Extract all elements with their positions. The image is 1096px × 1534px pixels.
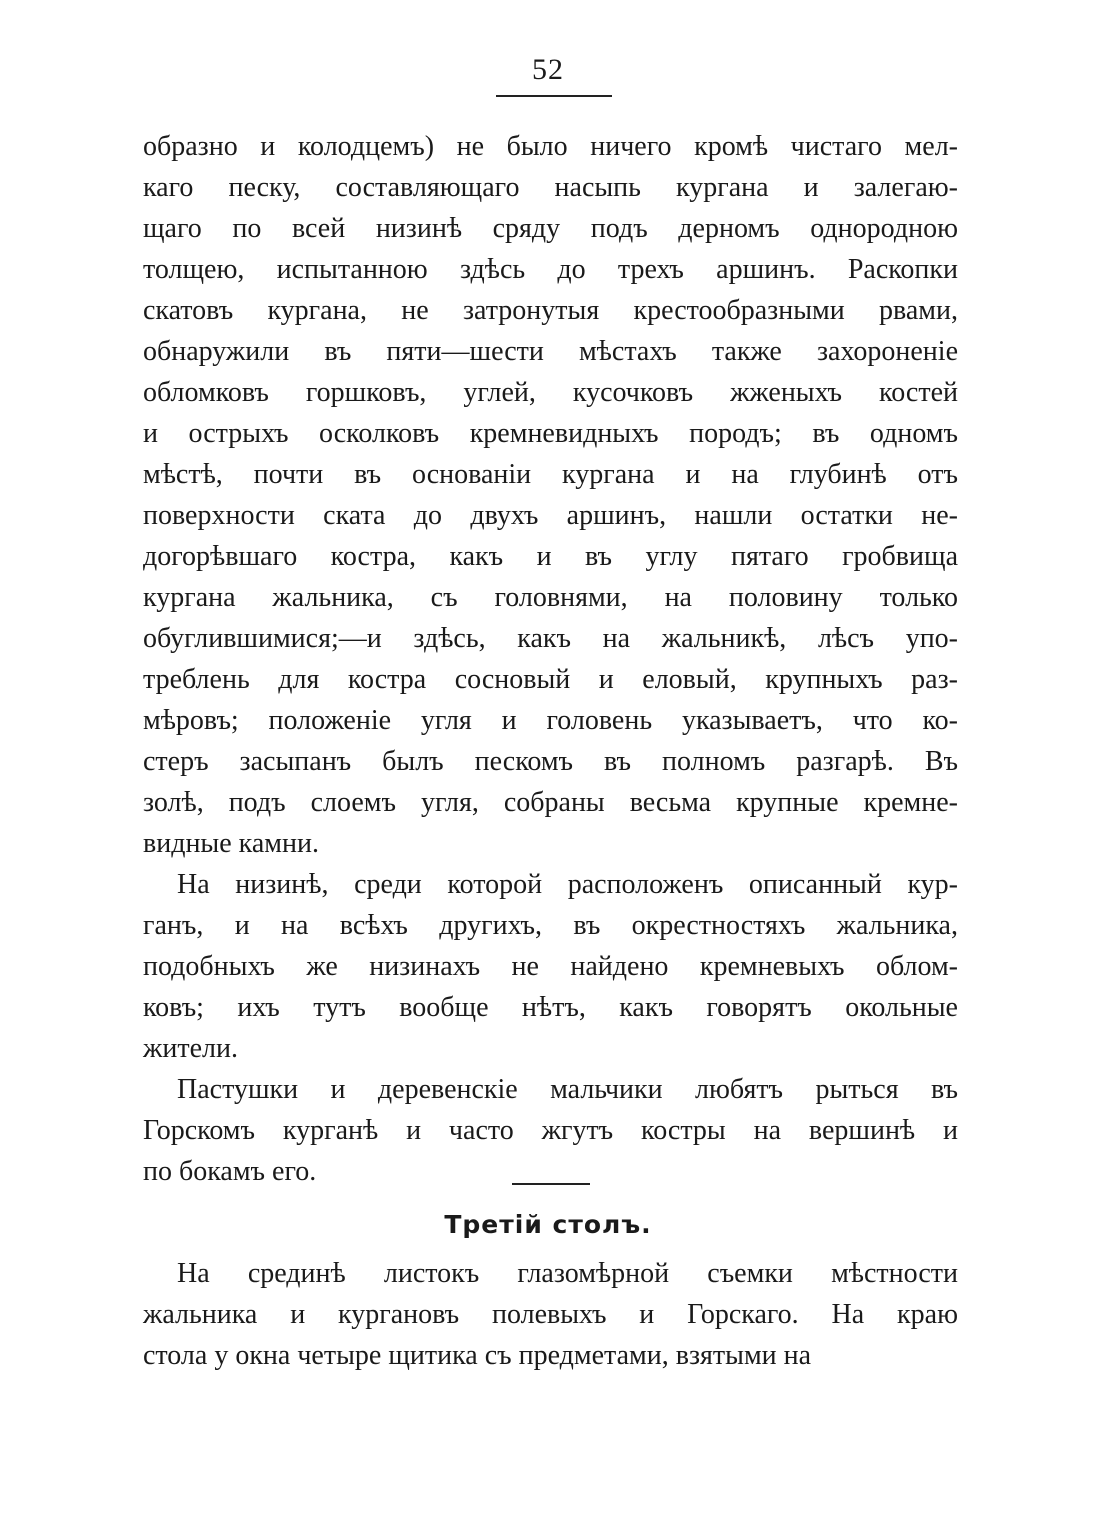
text-line: обнаружили въ пяти—шести мѣстахъ также захороненіе [143,336,958,367]
text-line: щаго по всей низинѣ сряду подъ дерномъ однородною [143,213,958,244]
paragraph [143,1069,958,1192]
text-line: обломковъ горшковъ, углей, кусочковъ жженыхъ костей [143,377,958,408]
text-line: поверхности ската до двухъ аршинъ, нашли остатки не- [143,500,958,531]
text-line: догорѣвшаго костра, какъ и въ углу пятаго гробвища [143,541,958,572]
text-line: видные камни. [143,828,319,859]
text-line: каго песку, составляющаго насыпь кургана и залегаю- [143,172,958,203]
text-line: стеръ засыпанъ былъ пескомъ въ полномъ разгарѣ. Въ [143,746,958,777]
text-line: мѣровъ; положеніе угля и головень указываетъ, что ко- [143,705,958,736]
paragraph [143,864,958,1069]
text-line: золѣ, подъ слоемъ угля, собраны весьма крупные кремне- [143,787,958,818]
text-line: кургана жальника, съ головнями, на половину только [143,582,958,613]
text-line: треблень для костра сосновый и еловый, крупныхъ раз- [143,664,958,695]
page-number: 52 [532,53,564,86]
paragraph [143,1253,958,1376]
text-line: жальника и кургановъ полевыхъ и Горскаго. На краю [143,1299,958,1330]
section-text [143,1253,958,1376]
header-rule [496,95,612,97]
text-line: подобныхъ же низинахъ не найдено кремневыхъ облом- [143,951,958,982]
text-line: стола у окна четыре щитика съ предметами, взятыми на [143,1340,812,1371]
section-title: Третій столъ. [444,1210,652,1239]
text-line: ковъ; ихъ тутъ вообще нѣтъ, какъ говорятъ окольные [143,992,958,1023]
text-line: жители. [143,1033,238,1064]
body-text [143,126,958,1192]
text-line: Пастушки и деревенскіе мальчики любятъ рыться въ [177,1074,958,1105]
text-line: мѣстѣ, почти въ основаніи кургана и на глубинѣ отъ [143,459,958,490]
text-line: Горскомъ курганѣ и часто жгутъ костры на вершинѣ и [143,1115,958,1146]
text-line: и острыхъ осколковъ кремневидныхъ породъ; въ одномъ [143,418,958,449]
text-line: скатовъ кургана, не затронутыя крестообразными рвами, [143,295,958,326]
text-line: На низинѣ, среди которой расположенъ описанный кур- [177,869,958,900]
text-line: ганъ, и на всѣхъ другихъ, въ окрестностяхъ жальника, [143,910,958,941]
text-line: по бокамъ его. [143,1156,317,1187]
section-divider [512,1183,590,1185]
text-line: толщею, испытанною здѣсь до трехъ аршинъ. Раскопки [143,254,958,285]
text-line: обуглившимися;—и здѣсь, какъ на жальникѣ, лѣсъ упо- [143,623,958,654]
text-line: образно и колодцемъ) не было ничего кромѣ чистаго мел- [143,131,958,162]
text-line: На срединѣ листокъ глазомѣрной съемки мѣстности [177,1258,958,1289]
paragraph [143,126,958,864]
